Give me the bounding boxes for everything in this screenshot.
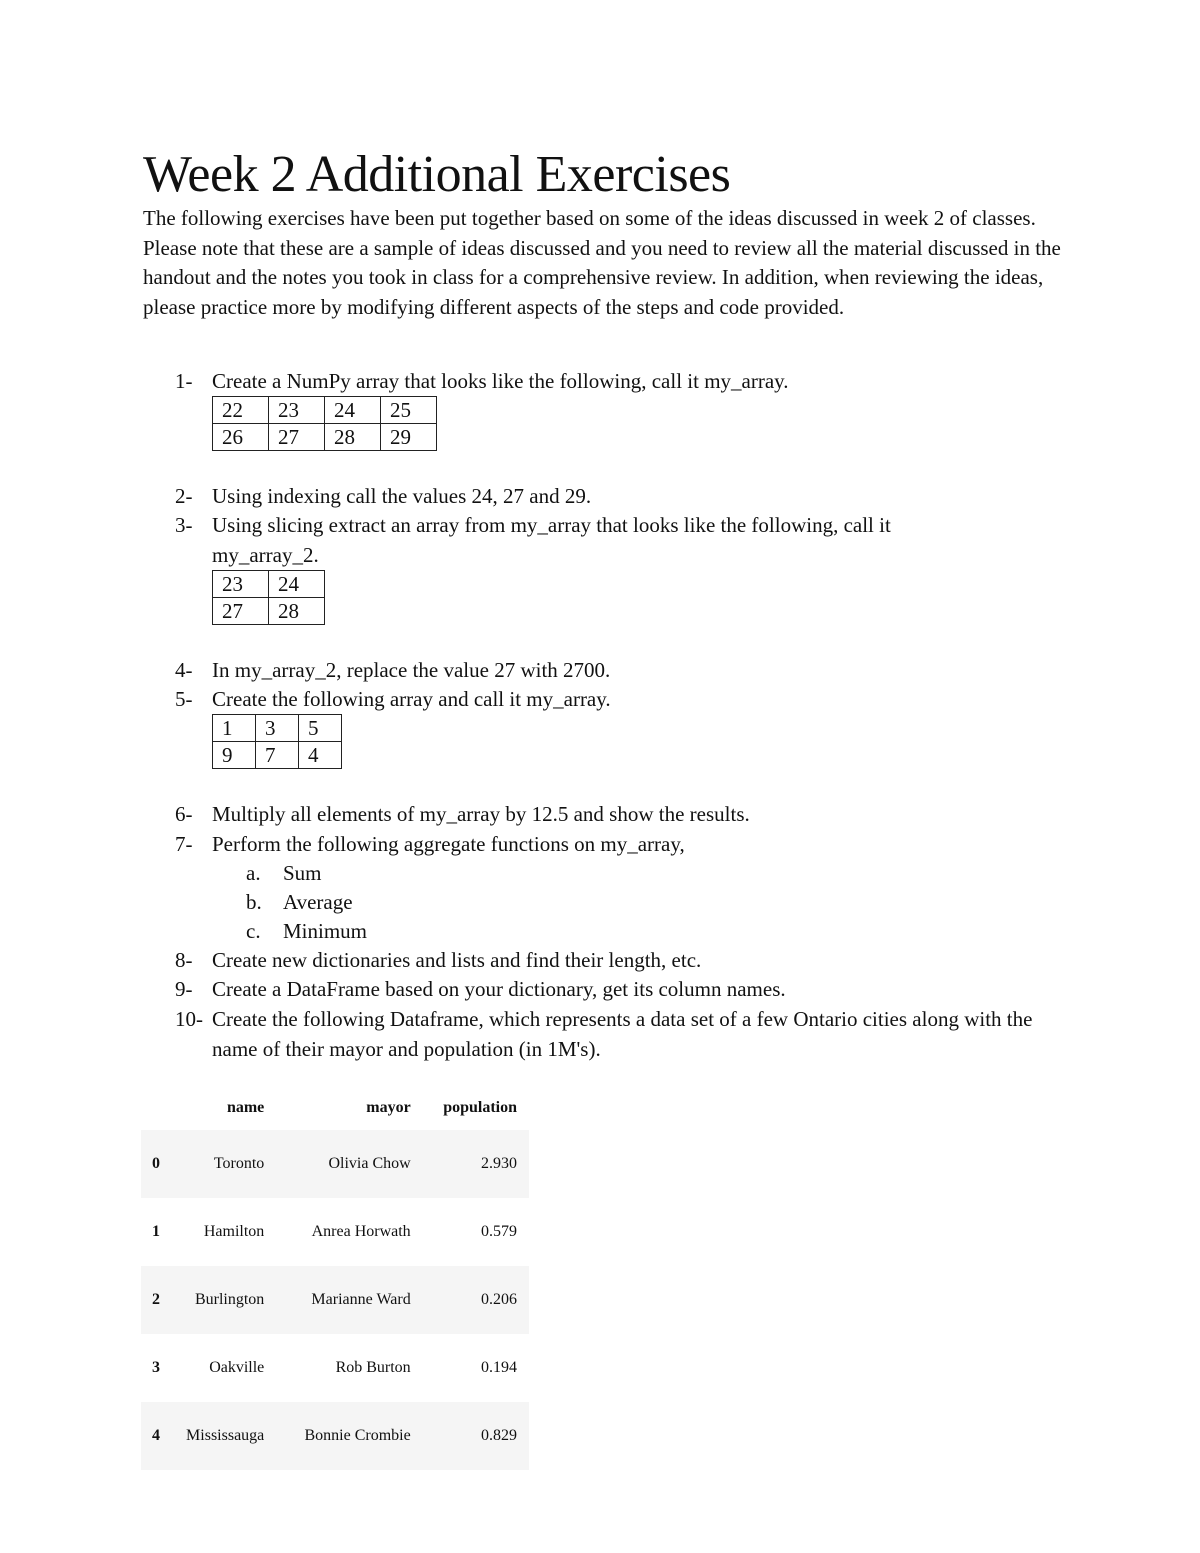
cell-population: 0.206 xyxy=(423,1266,529,1334)
array-cell: 9 xyxy=(213,742,256,769)
cell-population: 0.194 xyxy=(423,1334,529,1402)
array-cell: 23 xyxy=(213,571,269,598)
sub-item-label: b. xyxy=(246,890,262,914)
cell-population: 2.930 xyxy=(423,1130,529,1198)
table-row xyxy=(141,1130,529,1198)
array-row xyxy=(213,715,342,742)
row-index: 3 xyxy=(141,1334,165,1402)
intro-paragraph: The following exercises have been put together based on some of the ideas discussed in week 2 of classes. Please note that these are a sample of ideas discussed and you need to review all the material discussed in the handout and the notes you took in class for a comprehensive review. In addition, when reviewing the ideas, please practice more by modifying different aspects of the steps and code provided. xyxy=(143,206,1061,319)
column-header-name: name xyxy=(165,1086,277,1130)
exercise-text: Create a DataFrame based on your dictionary, get its column names. xyxy=(212,977,786,1001)
cell-name: Mississauga xyxy=(165,1402,277,1470)
exercise-number: 1- xyxy=(175,369,193,393)
exercise-text: In my_array_2, replace the value 27 with 2700. xyxy=(212,658,611,682)
array-cell: 1 xyxy=(213,715,256,742)
cell-population: 0.579 xyxy=(423,1198,529,1266)
exercise-text: Create a NumPy array that looks like the following, call it my_array. xyxy=(212,369,789,393)
array-cell: 29 xyxy=(381,424,437,451)
array-3-table xyxy=(212,714,342,769)
exercise-text: Perform the following aggregate functions on my_array, xyxy=(212,832,685,856)
array-cell: 23 xyxy=(269,397,325,424)
exercise-number: 5- xyxy=(175,687,193,711)
exercise-text: Using indexing call the values 24, 27 and 29. xyxy=(212,484,592,508)
array-cell: 28 xyxy=(325,424,381,451)
exercise-text: Create the following Dataframe, which represents a data set of a few Ontario cities along with the name of their mayor and population (in 1M's). xyxy=(212,1007,1033,1061)
cell-name: Burlington xyxy=(165,1266,277,1334)
cell-mayor: Anrea Horwath xyxy=(276,1198,422,1266)
exercise-text: Using slicing extract an array from my_array that looks like the following, call it my_array_2. xyxy=(212,513,891,567)
array-cell: 22 xyxy=(213,397,269,424)
exercise-text: Create new dictionaries and lists and find their length, etc. xyxy=(212,948,702,972)
sub-item-text: Average xyxy=(283,890,353,914)
cell-mayor: Olivia Chow xyxy=(276,1130,422,1198)
array-cell: 5 xyxy=(299,715,342,742)
column-header-mayor: mayor xyxy=(276,1086,422,1130)
exercise-number: 10- xyxy=(175,1007,203,1031)
array-cell: 4 xyxy=(299,742,342,769)
cell-mayor: Bonnie Crombie xyxy=(276,1402,422,1470)
column-header-population: population xyxy=(423,1086,529,1130)
cell-population: 0.829 xyxy=(423,1402,529,1470)
sub-item-text: Minimum xyxy=(283,919,368,943)
array-cell: 24 xyxy=(325,397,381,424)
array-row xyxy=(213,571,325,598)
array-row xyxy=(213,742,342,769)
array-row xyxy=(213,397,437,424)
cell-name: Hamilton xyxy=(165,1198,277,1266)
exercise-number: 7- xyxy=(175,832,193,856)
cell-name: Toronto xyxy=(165,1130,277,1198)
row-index: 0 xyxy=(141,1130,165,1198)
cell-mayor: Marianne Ward xyxy=(276,1266,422,1334)
exercise-number: 6- xyxy=(175,802,193,826)
array-1-table xyxy=(212,396,437,451)
cell-mayor: Rob Burton xyxy=(276,1334,422,1402)
row-index: 4 xyxy=(141,1402,165,1470)
array-cell: 27 xyxy=(213,598,269,625)
array-cell: 27 xyxy=(269,424,325,451)
exercise-number: 4- xyxy=(175,658,193,682)
array-row xyxy=(213,424,437,451)
exercise-number: 9- xyxy=(175,977,193,1001)
sub-item-text: Sum xyxy=(283,861,322,885)
array-cell: 25 xyxy=(381,397,437,424)
sub-item-label: c. xyxy=(246,919,261,943)
array-row xyxy=(213,598,325,625)
dataframe-header-row xyxy=(141,1086,529,1130)
table-row xyxy=(141,1266,529,1334)
array-cell: 3 xyxy=(256,715,299,742)
index-header xyxy=(141,1086,165,1130)
cell-name: Oakville xyxy=(165,1334,277,1402)
dataframe-table xyxy=(141,1086,529,1470)
page-title: Week 2 Additional Exercises xyxy=(143,146,731,203)
array-cell: 24 xyxy=(269,571,325,598)
array-cell: 7 xyxy=(256,742,299,769)
table-row xyxy=(141,1402,529,1470)
sub-item-label: a. xyxy=(246,861,261,885)
exercise-text: Create the following array and call it my_array. xyxy=(212,687,611,711)
exercise-number: 3- xyxy=(175,513,193,537)
table-row xyxy=(141,1198,529,1266)
exercise-text: Multiply all elements of my_array by 12.5 and show the results. xyxy=(212,802,750,826)
array-cell: 28 xyxy=(269,598,325,625)
row-index: 1 xyxy=(141,1198,165,1266)
exercise-number: 2- xyxy=(175,484,193,508)
exercise-number: 8- xyxy=(175,948,193,972)
array-cell: 26 xyxy=(213,424,269,451)
array-2-table xyxy=(212,570,325,625)
table-row xyxy=(141,1334,529,1402)
row-index: 2 xyxy=(141,1266,165,1334)
